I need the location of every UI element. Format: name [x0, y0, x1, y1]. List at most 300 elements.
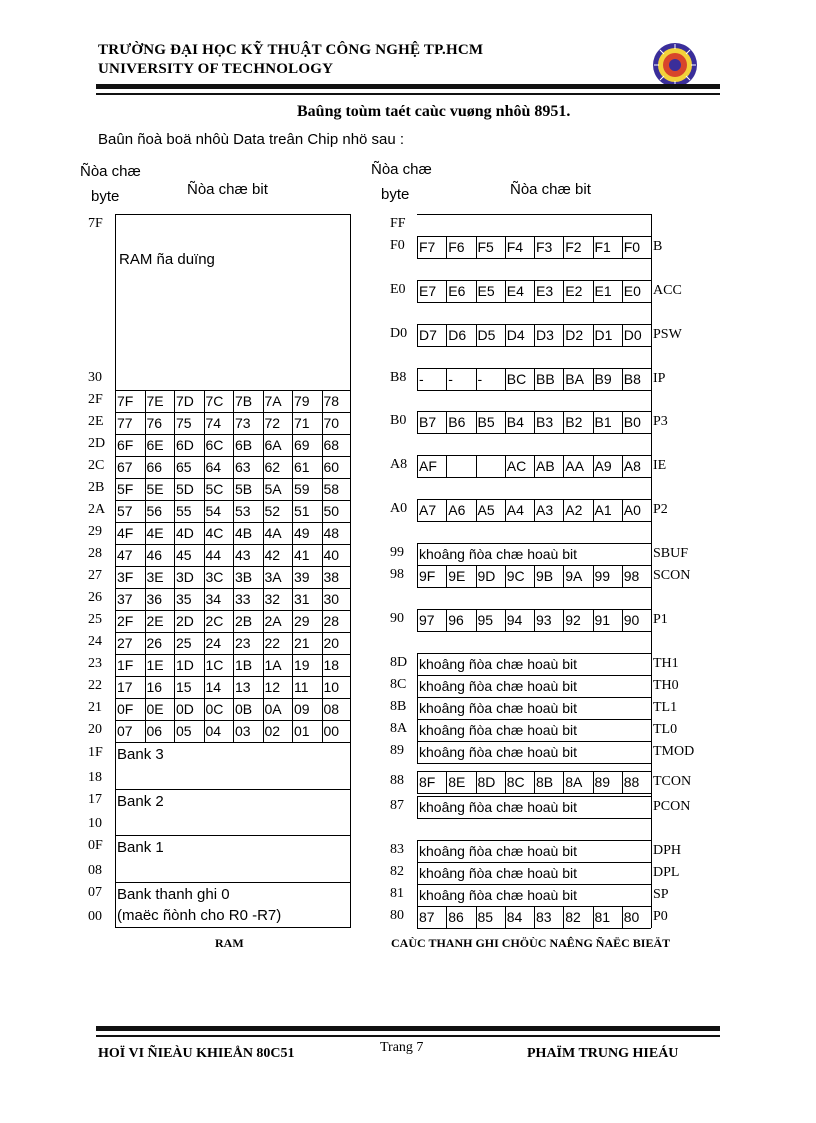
sfr-bit-cell: D2	[565, 327, 584, 343]
ram-bit-cell: 4F	[117, 525, 134, 541]
sfr-byte-addr: 82	[390, 864, 404, 879]
ram-bit-cell: 19	[294, 657, 310, 673]
ram-bit-cell: 66	[146, 459, 163, 475]
sfr-col-line	[476, 368, 477, 390]
sfr-byte-addr: 89	[390, 743, 404, 758]
ram-bit-cell: 2B	[235, 613, 253, 629]
sfr-bit-cell: 90	[623, 612, 640, 628]
sfr-register-name: ACC	[653, 283, 682, 298]
sfr-register-name: TCON	[653, 774, 692, 789]
sfr-col-line	[651, 565, 652, 587]
ram-row-line	[115, 742, 351, 743]
ram-bit-cell: 05	[176, 723, 192, 739]
sfr-no-bit-text: khoâng ñòa chæ hoaù bit	[419, 546, 578, 562]
ram-bit-cell: 27	[117, 635, 133, 651]
sfr-col-line	[446, 771, 447, 793]
sfr-bit-cell: 94	[506, 612, 523, 628]
sfr-col-line	[417, 280, 418, 302]
ram-bit-cell: 7B	[235, 393, 253, 409]
sfr-bit-cell: D7	[419, 327, 437, 343]
ram-bit-cell: 22	[264, 635, 281, 651]
sfr-col-line	[417, 840, 418, 862]
sfr-col-line	[593, 280, 594, 302]
ram-bit-cell: 7A	[264, 393, 282, 409]
sfr-row-bottom	[417, 390, 651, 391]
ram-bit-cell: 46	[146, 547, 163, 563]
sfr-col-line	[446, 324, 447, 346]
sfr-col-line	[446, 609, 447, 631]
sfr-col-line	[446, 411, 447, 433]
footer-page-number: Trang 7	[380, 1040, 424, 1055]
sfr-row-top	[417, 653, 651, 654]
ram-bit-cell: 6A	[264, 437, 282, 453]
ram-bit-cell: 49	[294, 525, 310, 541]
sfr-bit-cell: 9E	[448, 568, 466, 584]
sfr-byte-addr: 8B	[390, 699, 407, 714]
ram-bit-cell: 3B	[235, 569, 253, 585]
sfr-col-line	[417, 771, 418, 793]
ram-bit-cell: 00	[323, 723, 340, 739]
sfr-col-line	[622, 771, 623, 793]
sfr-col-line	[505, 499, 506, 521]
ram-bit-cell: 45	[176, 547, 192, 563]
sfr-byte-addr: 81	[390, 886, 404, 901]
sfr-no-bit-text: khoâng ñòa chæ hoaù bit	[419, 722, 578, 738]
sfr-bit-cell: D3	[536, 327, 554, 343]
ram-byte-addr: 27	[88, 568, 102, 583]
sfr-bit-cell: 9A	[565, 568, 583, 584]
sfr-bit-cell: A6	[448, 502, 466, 518]
sfr-register-name: SBUF	[653, 546, 689, 561]
sfr-bit-cell: 8D	[477, 774, 496, 790]
sfr-bit-cell: E1	[594, 283, 612, 299]
sfr-bit-cell: 99	[594, 568, 611, 584]
sfr-col-line	[505, 771, 506, 793]
sfr-bit-cell: 93	[536, 612, 552, 628]
ram-bit-cell: 10	[323, 679, 340, 695]
sfr-bit-cell: AC	[506, 458, 527, 474]
sfr-row-top	[417, 796, 651, 797]
sfr-col-line	[534, 499, 535, 521]
ram-col-line	[233, 390, 234, 742]
sfr-col-line	[593, 499, 594, 521]
sfr-row-bottom	[417, 346, 651, 347]
sfr-col-line	[476, 236, 477, 258]
ram-bit-cell: 07	[117, 723, 133, 739]
ram-bit-cell: 11	[294, 679, 309, 695]
ram-bit-cell: 3D	[176, 569, 194, 585]
sfr-row-bottom	[417, 433, 651, 434]
ram-bit-cell: 1F	[117, 657, 134, 673]
sfr-col-line	[622, 280, 623, 302]
sfr-bit-cell: D0	[623, 327, 642, 343]
ram-col-line	[145, 390, 146, 742]
ram-bit-cell: 52	[264, 503, 281, 519]
sfr-col-line	[476, 324, 477, 346]
ram-bank-top-addr: 17	[88, 791, 102, 807]
sfr-bit-cell: A5	[477, 502, 495, 518]
sfr-byte-addr: A8	[390, 457, 408, 472]
ram-bit-cell: 41	[294, 547, 310, 563]
sfr-col-line	[622, 368, 623, 390]
sfr-register-name: TH0	[653, 678, 679, 693]
ram-bit-cell: 08	[323, 701, 340, 717]
ram-bank-line	[115, 882, 351, 883]
sfr-row-bottom	[417, 763, 651, 764]
sfr-col-line	[417, 906, 418, 928]
sfr-byte-addr: 98	[390, 567, 404, 582]
sfr-register-name: IE	[653, 458, 667, 473]
sfr-bit-cell: A9	[594, 458, 612, 474]
sfr-byte-addr: 8A	[390, 721, 408, 736]
sfr-bit-cell: AB	[536, 458, 555, 474]
sfr-col-line	[534, 324, 535, 346]
page-title: Baûng toùm taét caùc vuøng nhôù 8951.	[297, 103, 571, 120]
sfr-col-line	[417, 499, 418, 521]
ram-bank-bottom-addr: 00	[88, 909, 102, 924]
ram-bit-cell: 5A	[264, 481, 282, 497]
ram-bit-cell: 4D	[176, 525, 194, 541]
ram-byte-addr: 23	[88, 656, 102, 671]
ram-bit-cell: 67	[117, 459, 133, 475]
ram-byte-addr: 2F	[88, 392, 103, 407]
ram-bit-cell: 7C	[205, 393, 224, 409]
sfr-register-name: TL1	[653, 700, 678, 715]
ram-bit-cell: 63	[235, 459, 251, 475]
ram-bit-cell: 57	[117, 503, 133, 519]
ram-bit-cell: 1D	[176, 657, 194, 673]
ram-bit-cell: 18	[323, 657, 340, 673]
ram-bit-cell: 58	[323, 481, 340, 497]
sfr-register-name: PSW	[653, 327, 682, 342]
ram-col-line	[322, 390, 323, 742]
ram-bit-cell: 51	[294, 503, 310, 519]
sfr-col-line	[651, 236, 652, 258]
ram-addr-label: Ñòa chæ	[80, 163, 141, 180]
ram-bit-cell: 43	[235, 547, 251, 563]
sfr-register-name: SP	[653, 887, 669, 902]
ram-bit-cell: 0D	[176, 701, 194, 717]
sfr-col-line	[446, 368, 447, 390]
sfr-col-line	[563, 906, 564, 928]
sfr-no-bit-text: khoâng ñòa chæ hoaù bit	[419, 843, 578, 859]
ram-bank-bottom-addr: 18	[88, 769, 102, 785]
ram-bit-cell: 09	[294, 701, 310, 717]
sfr-col-line	[534, 411, 535, 433]
sfr-register-name: P1	[653, 612, 668, 627]
sfr-bit-cell: B1	[594, 414, 612, 430]
ram-bit-cell: 74	[205, 415, 222, 431]
sfr-bit-cell: 88	[623, 774, 640, 790]
sfr-col-line	[651, 455, 652, 477]
ram-byte-addr: 29	[88, 524, 102, 539]
sfr-bit-cell: 9C	[506, 568, 525, 584]
ram-bank-sublabel: (maëc ñònh cho R0 -R7)	[117, 907, 282, 924]
sfr-bit-cell: D4	[506, 327, 525, 343]
university-seal-icon	[652, 42, 698, 88]
sfr-register-name: DPL	[653, 865, 680, 880]
sfr-row-bottom	[417, 302, 651, 303]
sfr-col-line	[476, 906, 477, 928]
sfr-col-line	[593, 455, 594, 477]
ram-bit-cell: 31	[294, 591, 310, 607]
sfr-bit-cell: E6	[448, 283, 466, 299]
sfr-bit-cell: B6	[448, 414, 466, 430]
sfr-no-bit-text: khoâng ñòa chæ hoaù bit	[419, 744, 578, 760]
ram-bit-cell: 69	[294, 437, 310, 453]
sfr-col-line	[563, 609, 564, 631]
ram-bit-cell: 23	[235, 635, 251, 651]
ram-general-label: RAM ña duïng	[119, 251, 215, 268]
sfr-bit-cell: 98	[623, 568, 640, 584]
sfr-bit-cell: 8C	[506, 774, 525, 790]
sfr-col-line	[563, 411, 564, 433]
ram-bit-cell: 26	[146, 635, 163, 651]
sfr-bit-cell: 96	[448, 612, 464, 628]
sfr-register-name: PCON	[653, 799, 691, 814]
sfr-col-line	[446, 906, 447, 928]
sfr-col-line	[476, 499, 477, 521]
sfr-col-line	[563, 455, 564, 477]
sfr-byte-addr: B8	[390, 370, 407, 385]
ram-bit-cell: 28	[323, 613, 340, 629]
ram-bank-label: Bank 1	[117, 839, 164, 856]
sfr-byte-addr: 88	[390, 773, 404, 788]
ram-col-line	[263, 390, 264, 742]
ram-bit-cell: 37	[117, 591, 133, 607]
ram-bit-cell: 4E	[146, 525, 164, 541]
sfr-row-bottom	[417, 793, 651, 794]
sfr-byte-addr: 8D	[390, 655, 408, 670]
ram-bit-cell: 04	[205, 723, 222, 739]
sfr-col-line	[505, 324, 506, 346]
sfr-col-line	[593, 771, 594, 793]
ram-bit-cell: 30	[323, 591, 340, 607]
sfr-bit-cell: F1	[594, 239, 611, 255]
sfr-no-bit-text: khoâng ñòa chæ hoaù bit	[419, 656, 578, 672]
ram-caption: RAM	[215, 936, 244, 950]
ram-bit-cell: 72	[264, 415, 281, 431]
sfr-row-bottom	[417, 587, 651, 588]
sfr-bit-cell: E2	[565, 283, 583, 299]
sfr-col-line	[651, 499, 652, 521]
sfr-row-bottom	[417, 631, 651, 632]
sfr-register-name: TH1	[653, 656, 679, 671]
ram-bank-label: Bank 2	[117, 792, 164, 810]
sfr-bit-cell: 9B	[536, 568, 554, 584]
sfr-bit-cell: D1	[594, 327, 613, 343]
sfr-col-line	[505, 236, 506, 258]
sfr-col-line	[651, 411, 652, 433]
sfr-bit-cell: 91	[594, 612, 611, 628]
sfr-col-line	[534, 609, 535, 631]
ram-bit-cell: 2D	[176, 613, 194, 629]
ram-bit-cell: 15	[176, 679, 192, 695]
sfr-register-name: DPH	[653, 843, 682, 858]
ram-bit-cell: 3C	[205, 569, 224, 585]
ram-bit-cell: 3A	[264, 569, 282, 585]
sfr-no-bit-text: khoâng ñòa chæ hoaù bit	[419, 678, 578, 694]
sfr-bit-cell: D5	[477, 327, 496, 343]
sfr-col-line	[446, 565, 447, 587]
sfr-register-name: P2	[653, 502, 668, 517]
ram-bit-cell: 6C	[205, 437, 224, 453]
sfr-row-top	[417, 741, 651, 742]
sfr-bit-cell: -	[448, 371, 453, 387]
ram-bit-cell: 25	[176, 635, 192, 651]
sfr-no-bit-text: khoâng ñòa chæ hoaù bit	[419, 799, 578, 815]
ram-byte-addr: 2D	[88, 436, 106, 451]
sfr-col-line	[476, 455, 477, 477]
ram-bit-cell: 4B	[235, 525, 253, 541]
ram-bit-cell: 48	[323, 525, 340, 541]
sfr-bit-cell: F0	[623, 239, 641, 255]
ram-bit-cell: 1A	[264, 657, 282, 673]
ram-bit-cell: 59	[294, 481, 310, 497]
ram-byte-addr: 2E	[88, 414, 104, 429]
ram-bank-label: Bank thanh ghi 0	[117, 885, 230, 903]
sfr-col-line	[593, 609, 594, 631]
sfr-no-bit-text: khoâng ñòa chæ hoaù bit	[419, 865, 578, 881]
sfr-addr-ff: FF	[390, 216, 406, 231]
sfr-col-line	[593, 236, 594, 258]
sfr-bit-cell: 9D	[477, 568, 496, 584]
sfr-col-line	[417, 368, 418, 390]
sfr-col-line	[446, 280, 447, 302]
ram-bank-bottom-addr: 10	[88, 816, 102, 831]
sfr-byte-addr: D0	[390, 326, 408, 341]
sfr-col-line	[534, 280, 535, 302]
ram-bit-cell: 2C	[205, 613, 224, 629]
sfr-bit-cell: BC	[506, 371, 527, 387]
sfr-bit-cell: 97	[419, 612, 435, 628]
ram-bit-cell: 42	[264, 547, 281, 563]
sfr-col-line	[505, 565, 506, 587]
sfr-bit-cell: F3	[536, 239, 553, 255]
ram-bit-cell: 5B	[235, 481, 253, 497]
sfr-col-line	[593, 368, 594, 390]
sfr-col-line	[476, 609, 477, 631]
sfr-bit-cell: 92	[565, 612, 581, 628]
ram-byte-addr: 2C	[88, 458, 105, 473]
sfr-col-line	[651, 609, 652, 631]
sfr-bit-cell: B0	[623, 414, 641, 430]
ram-bank-top-addr: 07	[88, 884, 102, 900]
sfr-bit-cell: 95	[477, 612, 494, 628]
sfr-col-line	[417, 719, 418, 741]
ram-bank-top-addr: 0F	[88, 838, 103, 853]
sfr-byte-addr: A0	[390, 501, 408, 516]
sfr-col-line	[505, 368, 506, 390]
footer-rule-thin	[96, 1035, 720, 1037]
sfr-col-line	[534, 455, 535, 477]
sfr-col-line	[622, 906, 623, 928]
sfr-bit-cell: 83	[536, 909, 552, 925]
sfr-byte-addr: E0	[390, 282, 406, 297]
sfr-byte-addr: 99	[390, 545, 404, 560]
ram-bit-cell: 0C	[205, 701, 224, 717]
ram-bit-cell: 0B	[235, 701, 253, 717]
sfr-register-name: TL0	[653, 722, 678, 737]
ram-bit-cell: 2A	[264, 613, 282, 629]
sfr-bit-cell: 87	[419, 909, 435, 925]
sfr-col-line	[622, 455, 623, 477]
ram-bit-cell: 0A	[264, 701, 282, 717]
ram-bit-cell: 3F	[117, 569, 134, 585]
ram-bit-cell: 78	[323, 393, 340, 409]
sfr-bit-cell: A1	[594, 502, 612, 518]
sfr-col-line	[651, 280, 652, 302]
ram-byte-addr: 2A	[88, 502, 106, 517]
sfr-col-line	[505, 411, 506, 433]
ram-bit-cell: 13	[235, 679, 251, 695]
ram-bit-cell: 1E	[146, 657, 164, 673]
sfr-bit-cell: E5	[477, 283, 495, 299]
ram-bit-cell: 24	[205, 635, 222, 651]
sfr-bit-cell: A4	[506, 502, 524, 518]
ram-bit-cell: 35	[176, 591, 192, 607]
ram-byte-addr: 26	[88, 590, 102, 605]
sfr-row-bottom	[417, 818, 651, 819]
sfr-col-line	[476, 280, 477, 302]
ram-bit-cell: 16	[146, 679, 163, 695]
ram-bit-cell: 20	[323, 635, 340, 651]
ram-byte-addr: 21	[88, 700, 102, 715]
ram-bit-cell: 79	[294, 393, 310, 409]
ram-bit-cell: 38	[323, 569, 340, 585]
sfr-col-line	[534, 236, 535, 258]
sfr-bit-cell: F5	[477, 239, 494, 255]
sfr-col-line	[417, 697, 418, 719]
ram-bit-cell: 68	[323, 437, 340, 453]
ram-bit-cell: 60	[323, 459, 340, 475]
sfr-col-line	[446, 499, 447, 521]
sfr-top-line	[417, 214, 651, 215]
ram-bit-cell: 53	[235, 503, 251, 519]
sfr-register-name: TMOD	[653, 744, 695, 759]
sfr-bit-cell: F6	[448, 239, 465, 255]
ram-bit-cell: 21	[294, 635, 310, 651]
header-rule-thin	[96, 93, 720, 95]
sfr-bit-cell: 8E	[448, 774, 466, 790]
sfr-register-name: B	[653, 239, 663, 254]
ram-bank-label: Bank 3	[117, 746, 164, 763]
sfr-bit-cell: A3	[536, 502, 554, 518]
ram-bit-cell: 77	[117, 415, 133, 431]
sfr-row-top	[417, 675, 651, 676]
ram-addr-30: 30	[88, 370, 102, 385]
header-university-name: TRƯỜNG ĐẠI HỌC KỸ THUẬT CÔNG NGHỆ TP.HCM	[98, 42, 484, 58]
sfr-col-line	[505, 609, 506, 631]
sfr-bit-cell: 8F	[419, 774, 436, 790]
sfr-addr-label: Ñòa chæ	[371, 161, 432, 178]
sfr-col-line	[417, 411, 418, 433]
sfr-register-name: P0	[653, 909, 668, 924]
ram-bit-cell: 6D	[176, 437, 194, 453]
sfr-bit-cell: F7	[419, 239, 436, 255]
sfr-byte-addr: B0	[390, 413, 407, 428]
sfr-col-line	[593, 411, 594, 433]
sfr-row-top	[417, 719, 651, 720]
ram-col-line	[292, 390, 293, 742]
ram-bit-cell: 7E	[146, 393, 164, 409]
ram-bit-cell: 65	[176, 459, 192, 475]
ram-bit-cell: 3E	[146, 569, 164, 585]
sfr-bit-cell: B7	[419, 414, 437, 430]
sfr-byte-addr: 90	[390, 611, 404, 626]
sfr-col-line	[417, 324, 418, 346]
sfr-col-line	[446, 236, 447, 258]
